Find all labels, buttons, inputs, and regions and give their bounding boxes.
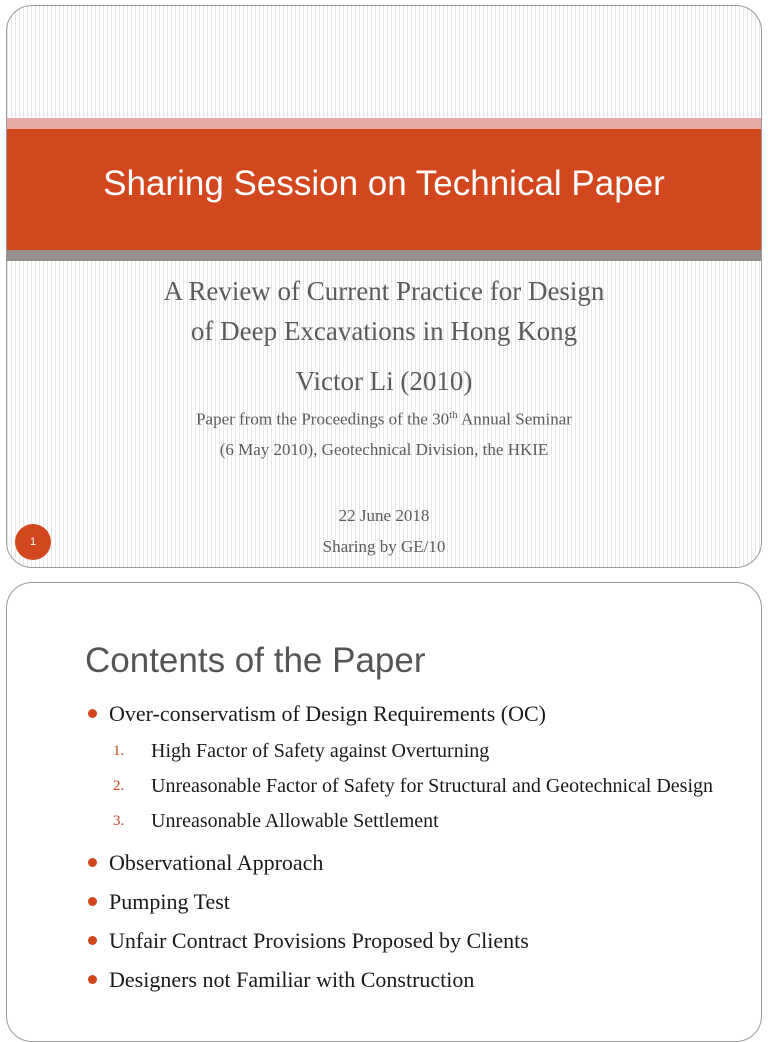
gray-accent-band [7, 250, 761, 261]
list-item [87, 850, 745, 876]
contents-list [87, 701, 745, 1006]
list-item [87, 928, 745, 954]
proceedings-text: Paper from the Proceedings of the 30 [196, 409, 450, 429]
page-number-badge: 1 [15, 524, 51, 560]
bullet-text: Observational Approach [109, 850, 324, 875]
paper-title-line-2: of Deep Excavations in Hong Kong [190, 316, 578, 346]
list-number: 3. [113, 813, 125, 829]
paper-title-line-1: A Review of Current Practice for Design [163, 276, 605, 306]
bullet-text: Unfair Contract Provisions Proposed by Clients [109, 928, 529, 953]
contents-title: Contents of the Paper [85, 641, 426, 680]
slide-title: Sharing Session on Technical Paper [103, 164, 665, 203]
proceedings-text-end: Annual Seminar [457, 409, 572, 429]
sub-item-text: Unreasonable Allowable Settlement [151, 810, 439, 832]
contents-slide [6, 582, 762, 1042]
sub-item-text: Unreasonable Factor of Safety for Structural and Geotechnical Design [151, 775, 714, 797]
sub-item-text: High Factor of Safety against Overturning [151, 740, 490, 762]
list-number: 1. [113, 743, 125, 759]
proceedings-line-2: (6 May 2010), Geotechnical Division, the HKIE [219, 440, 549, 459]
list-item [87, 967, 745, 993]
sub-list [109, 736, 745, 837]
title-slide [6, 5, 762, 568]
list-item [87, 701, 745, 837]
sub-list-item [109, 736, 745, 767]
pink-accent-band [7, 118, 761, 129]
sharing-date: 22 June 2018 [338, 506, 430, 525]
ordinal-suffix: th [449, 409, 458, 421]
paper-author: Victor Li (2010) [295, 366, 473, 396]
sub-list-item [109, 806, 745, 837]
sub-list-item [109, 771, 745, 802]
bullet-text: Over-conservatism of Design Requirements (OC) [109, 701, 547, 726]
proceedings-line-1 [7, 409, 761, 430]
bullet-text: Pumping Test [109, 889, 230, 914]
shared-by: Sharing by GE/10 [322, 537, 446, 556]
list-number: 2. [113, 778, 125, 794]
list-item [87, 889, 745, 915]
bullet-text: Designers not Familiar with Construction [109, 967, 475, 992]
